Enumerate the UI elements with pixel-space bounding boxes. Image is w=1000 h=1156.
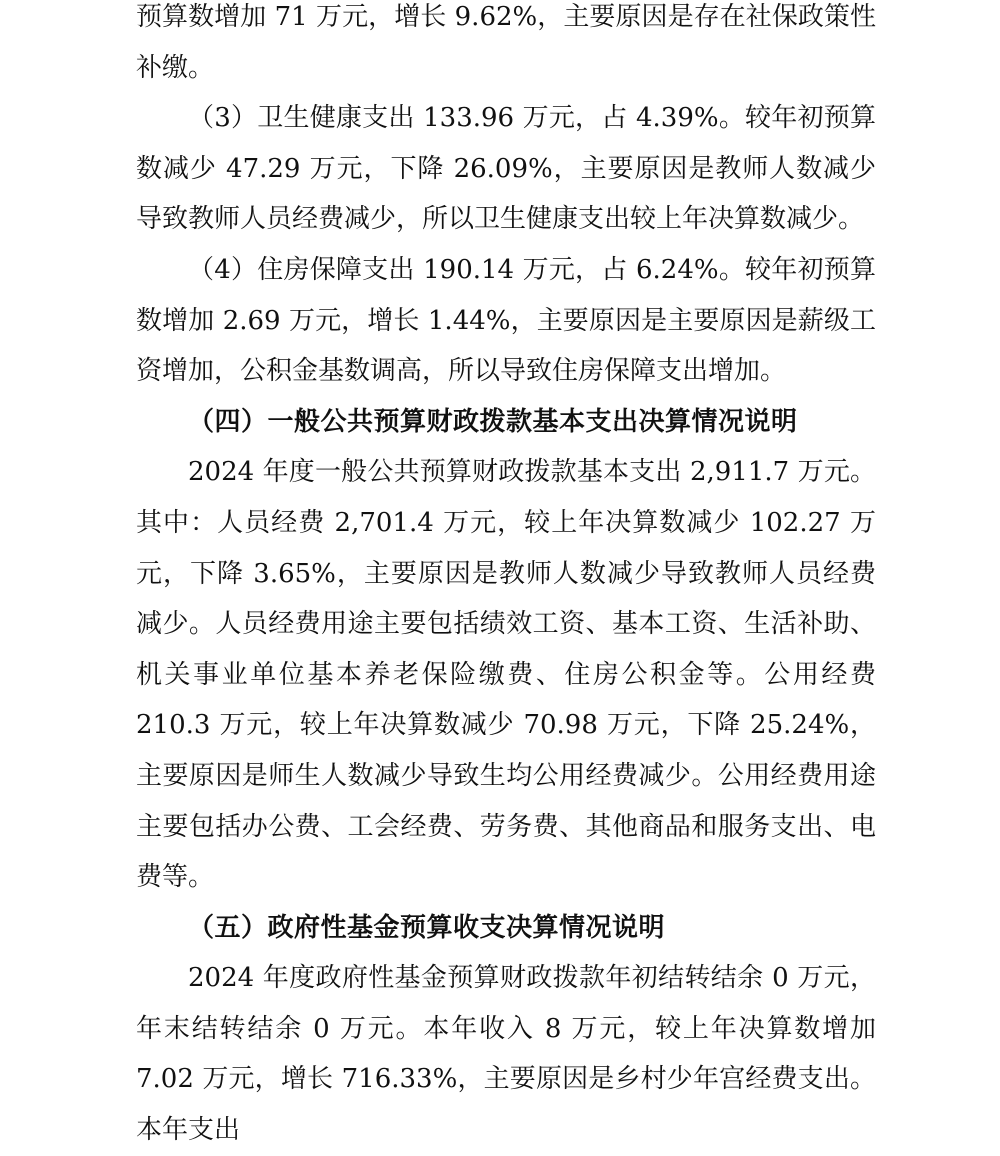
paragraph-social-security-continuation: 预算数增加 71 万元，增长 9.62%，主要原因是存在社保政策性补缴。 — [136, 2, 876, 83]
section-heading-basic-expenditure: （四）一般公共预算财政拨款基本支出决算情况说明 — [188, 406, 798, 437]
document-page — [136, 0, 876, 1156]
paragraph-government-fund: 2024 年度政府性基金预算财政拨款年初结转结余 0 万元，年末结转结余 0 万元。本年收入 8 万元，较上年决算数增加 7.02 万元，增长 716.33%，主要原因是乡村少年宫经费支出。本年支出 — [136, 963, 876, 1146]
section-heading-government-fund: （五）政府性基金预算收支决算情况说明 — [188, 912, 666, 943]
paragraph-health-expenditure: （3）卫生健康支出 133.96 万元，占 4.39%。较年初预算数减少 47.29 万元，下降 26.09%，主要原因是教师人数减少导致教师人员经费减少，所以卫生健康支出较上年决算数减少。 — [136, 103, 876, 235]
paragraph-basic-expenditure: 2024 年度一般公共预算财政拨款基本支出 2,911.7 万元。其中：人员经费 2,701.4 万元，较上年决算数减少 102.27 万元，下降 3.65%，主要原因是教师人数减少导致教师人员经费减少。人员经费用途主要包括绩效工资、基本工资、生活补助、机关事业单位基本养老保险缴费、住房公积金等。公用经费 210.3 万元，较上年决算数减少 70.98 万元，下降 25.24%，主要原因是师生人数减少导致生均公用经费减少。公用经费用途主要包括办公费、工会经费、劳务费、其他商品和服务支出、电费等。 — [136, 457, 876, 893]
paragraph-housing-expenditure: （4）住房保障支出 190.14 万元，占 6.24%。较年初预算数增加 2.69 万元，增长 1.44%，主要原因是主要原因是薪级工资增加，公积金基数调高，所以导致住房保障支出增加。 — [136, 254, 876, 387]
